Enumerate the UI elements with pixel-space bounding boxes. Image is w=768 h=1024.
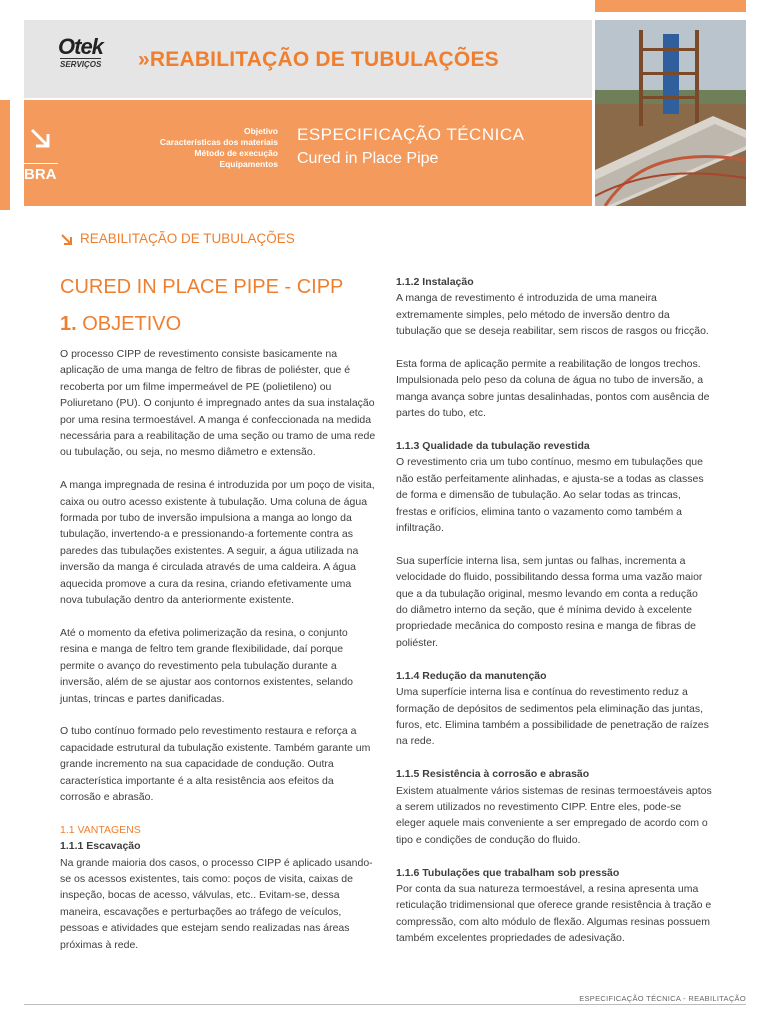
section-crumb: REABILITAÇÃO DE TUBULAÇÕES bbox=[80, 231, 295, 246]
crumb-arrow-icon bbox=[60, 233, 74, 247]
spec-subtitle: Cured in Place Pipe bbox=[297, 150, 439, 167]
menu-item-metodo[interactable]: Método de execução bbox=[194, 148, 278, 158]
heading-1-1-2: 1.1.2 Instalação bbox=[396, 276, 474, 288]
country-code: BRA bbox=[24, 166, 57, 183]
spec-title: ESPECIFICAÇÃO TÉCNICA bbox=[297, 125, 525, 144]
document-title: CURED IN PLACE PIPE - CIPP bbox=[60, 276, 344, 298]
heading-1-1-3: 1.1.3 Qualidade da tubulação revestida bbox=[396, 440, 590, 453]
objective-number: 1. bbox=[60, 313, 77, 335]
logo-text: Otek bbox=[58, 34, 103, 59]
arrow-down-right-icon bbox=[24, 120, 58, 158]
paragraph: O processo CIPP de revestimento consiste basicamente na aplicação de uma manga de feltro de fibras de poliéster, que é recoberta por um filme impermeável de PE (polietileno) ou Poliuretano (PU). O conjunto é impregnado antes da sua instalação por uma resina termoestável. A manga é confeccionada na medida necessária para a reabilitação de uma seção ou tramo de uma rede ou tubulação, ou seja, no mesmo diâmetro e extensão. bbox=[60, 348, 376, 459]
top-accent-bar bbox=[595, 0, 746, 12]
text-column-left bbox=[60, 346, 376, 969]
paragraph: A manga de revestimento é introduzida de uma maneira extremamente simples, pelo método de inversão dentro da tubulação que se deseja reabilitar, sem riscos de rasgos ou fricção. bbox=[396, 292, 709, 338]
objective-title: OBJETIVO bbox=[76, 313, 182, 335]
otek-logo bbox=[58, 34, 120, 74]
paragraph: O tubo contínuo formado pelo revestimento restaura e reforça a capacidade estrutural da tubulação existente. Também garante um grande incremento na sua capacidade de condução. Outra característica importante é a alta resistência aos efeitos da corrosão e abrasão. bbox=[60, 725, 371, 803]
heading-1-1-4: 1.1.4 Redução da manutenção bbox=[396, 669, 547, 682]
logo-sub: SERVIÇOS bbox=[60, 60, 102, 69]
paragraph: Esta forma de aplicação permite a reabilitação de longos trechos. Impulsionada pelo peso da coluna de água no tubo de inversão, a manga avança sobre juntas desalinhadas, pontos com ausência de partes do tubo, etc. bbox=[396, 358, 710, 420]
pipe-photo-illustration bbox=[595, 20, 746, 206]
page-title: »REABILITAÇÃO DE TUBULAÇÕES bbox=[138, 48, 499, 71]
pipe-photo bbox=[595, 20, 746, 206]
menu-item-equipamentos[interactable]: Equipamentos bbox=[219, 159, 278, 169]
heading-1-1-5: 1.1.5 Resistência à corrosão e abrasão bbox=[396, 768, 590, 781]
paragraph: Na grande maioria dos casos, o processo CIPP é aplicado usando-se os acessos existentes, tais como: poços de visita, caixas de inspeção, bocas de acesso, válvulas, etc.. Evitam-se, dessa maneira, escavações e perturbações ao tráfego de veículos, pessoas e atividades que estejam sendo realizadas nas áreas próximas à rede. bbox=[60, 856, 373, 951]
subsection-vantagens: 1.1 VANTAGENS bbox=[60, 823, 141, 836]
footer-label: ESPECIFICAÇÃO TÉCNICA - REABILITAÇÃO bbox=[579, 994, 746, 1003]
text-column-right bbox=[396, 274, 712, 963]
heading-1-1-6: 1.1.6 Tubulações que trabalham sob pressão bbox=[396, 866, 620, 879]
objective-heading bbox=[60, 313, 181, 336]
footer-divider bbox=[24, 1004, 746, 1005]
paragraph: O revestimento cria um tubo contínuo, mesmo em tubulações que não estão perfeitamente alinhadas, e ajusta-se a todas as classes de forma e dimensão de tubulação. Ao selar todas as trincas, frestas e orifícios, elimina tanto o vazamento como também a infiltração. bbox=[396, 456, 704, 535]
heading-1-1-1: 1.1.1 Escavação bbox=[60, 840, 141, 853]
menu-item-caracteristicas[interactable]: Características dos materiais bbox=[159, 137, 278, 147]
paragraph: A manga impregnada de resina é introduzida por um poço de visita, caixa ou outro acesso existente à tubulação. Uma coluna de água formada por tubo de inversão impulsiona a manga ao longo da tubulação, invertendo-a e pressionando-a fortemente contra as paredes das tubulações existentes. A seguir, a água utilizada na inversão da manga é circulada através de uma caldeira. A água aquecida promove a cura da resina, criando efetivamente uma nova tubulação dentro da anteriormente existente. bbox=[60, 479, 375, 607]
section-menu bbox=[120, 126, 278, 170]
paragraph: Uma superfície interna lisa e contínua do revestimento reduz a formação de depósitos de sedimentos pela eliminação das juntas, furos, etc. Elimina também a possibilidade de penetração de raízes na rede. bbox=[396, 686, 709, 748]
country-divider bbox=[24, 163, 58, 164]
paragraph: Sua superfície interna lisa, sem juntas ou falhas, incrementa a velocidade do fluido, possibilitando dessa forma uma vazão maior que a da tubulação original, mesmo levando em conta a redução do diâmetro interno da seção, que é mínima devido à excelente propriedade mecânica do composto resina e manga de fibras de poliéster. bbox=[396, 554, 703, 649]
paragraph: Por conta da sua natureza termoestável, a resina apresenta uma reticulação tridimensional que oferece grande resistência à tração e compressão, com alto módulo de flexão. Algumas resinas possuem também excelentes propriedades de adesivação. bbox=[396, 882, 712, 945]
menu-item-objetivo[interactable]: Objetivo bbox=[243, 126, 278, 136]
paragraph: Até o momento da efetiva polimerização da resina, o conjunto resina e manga de feltro tem grande flexibilidade, daí porque permite o avanço do revestimento pela tubulação durante a inversão, além de se ajustar aos contornos existentes, selando juntas, trincas e partes danificadas. bbox=[60, 626, 354, 705]
side-accent-strip bbox=[0, 100, 10, 210]
paragraph: Existem atualmente vários sistemas de resinas termoestáveis aptos a serem utilizados no revestimento CIPP. Entre eles, pode-se eleger aquele mais conveniente a ser empregado de acordo com o tipo e condições de condução do fluido. bbox=[396, 784, 712, 846]
